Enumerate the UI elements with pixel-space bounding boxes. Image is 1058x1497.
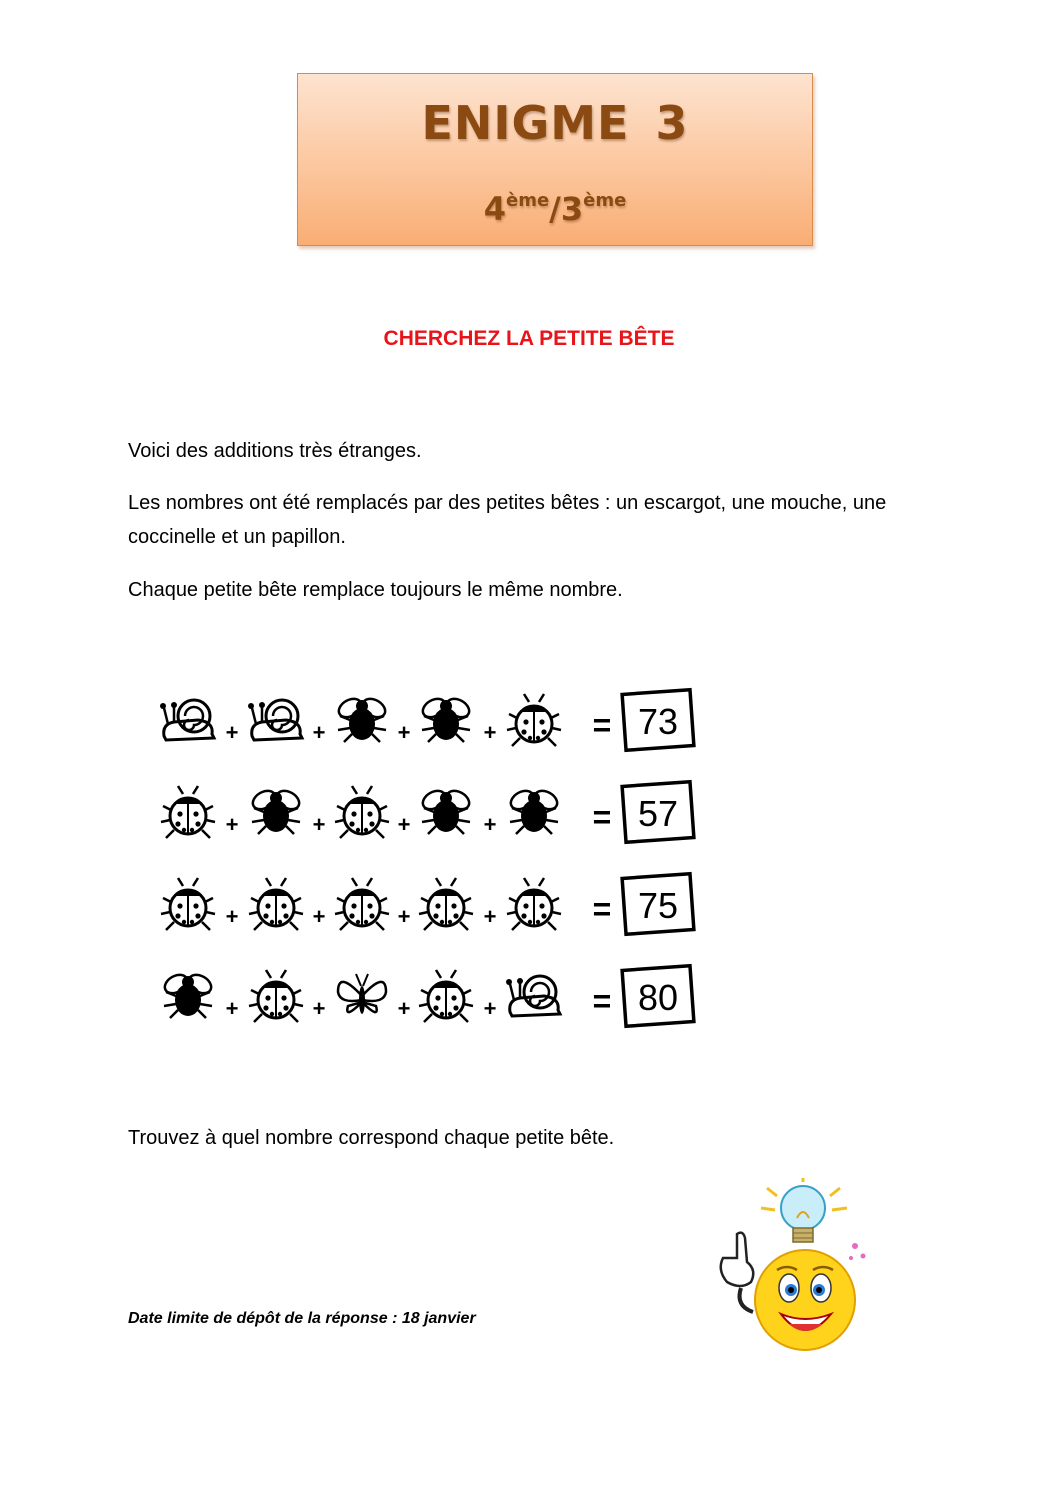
rule-paragraph: Chaque petite bête remplace toujours le même nombre. xyxy=(128,579,623,601)
plus-sign: + xyxy=(397,996,411,1021)
ladybug-icon xyxy=(335,878,389,930)
result-value: 57 xyxy=(637,793,679,834)
ladybug-icon xyxy=(249,970,303,1022)
plus-sign: + xyxy=(312,996,326,1021)
plus-sign: + xyxy=(225,720,239,745)
ladybug-icon xyxy=(335,786,389,838)
level-separator: / xyxy=(549,190,561,228)
level-b: 3 xyxy=(560,190,584,228)
result-value: 73 xyxy=(637,701,679,742)
ladybug-icon xyxy=(507,878,561,930)
fly-icon xyxy=(420,695,473,742)
plus-sign: + xyxy=(397,904,411,929)
equals-sign: = xyxy=(592,891,612,927)
class-level xyxy=(298,190,812,228)
equation-row xyxy=(161,782,694,843)
plus-sign: + xyxy=(312,720,326,745)
ladybug-icon xyxy=(161,786,215,838)
equals-sign: = xyxy=(592,983,612,1019)
level-b-sup: ème xyxy=(583,190,627,211)
level-a-sup: ème xyxy=(505,190,550,211)
puzzle-equations xyxy=(150,678,710,1048)
ladybug-icon xyxy=(507,694,561,746)
result-value: 75 xyxy=(637,885,679,926)
fly-icon xyxy=(420,787,473,834)
fly-icon xyxy=(336,695,389,742)
plus-sign: + xyxy=(312,812,326,837)
title-word: ENIGME xyxy=(421,96,630,150)
plus-sign: + xyxy=(397,812,411,837)
plus-sign: + xyxy=(225,812,239,837)
section-subtitle: CHERCHEZ LA PETITE BÊTE xyxy=(383,327,675,350)
plus-sign: + xyxy=(483,812,497,837)
ladybug-icon xyxy=(419,970,473,1022)
plus-sign: + xyxy=(483,996,497,1021)
snail-icon xyxy=(506,976,560,1016)
title-box xyxy=(297,73,813,246)
fly-icon xyxy=(508,787,561,834)
title-number: 3 xyxy=(655,96,689,150)
equation-row xyxy=(161,874,694,935)
plus-sign: + xyxy=(312,904,326,929)
question-paragraph: Trouvez à quel nombre correspond chaque petite bête. xyxy=(128,1127,615,1149)
intro-paragraph: Voici des additions très étranges. xyxy=(128,440,422,462)
lightbulb-smiley-icon xyxy=(705,1178,875,1363)
plus-sign: + xyxy=(483,904,497,929)
plus-sign: + xyxy=(483,720,497,745)
plus-sign: + xyxy=(397,720,411,745)
equation-row xyxy=(162,966,694,1027)
ladybug-icon xyxy=(249,878,303,930)
ladybug-icon xyxy=(161,878,215,930)
fly-icon xyxy=(250,787,303,834)
butterfly-icon xyxy=(338,974,386,1014)
plus-sign: + xyxy=(225,996,239,1021)
result-value: 80 xyxy=(637,977,679,1018)
equals-sign: = xyxy=(592,707,612,743)
ladybug-icon xyxy=(419,878,473,930)
puzzle-svg xyxy=(150,678,710,1048)
equation-row xyxy=(160,690,694,751)
fly-icon xyxy=(162,971,215,1018)
explanation-paragraph: Les nombres ont été remplacés par des petites bêtes : un escargot, une mouche, une coccinelle et un papillon. xyxy=(128,492,887,548)
deadline-note: Date limite de dépôt de la réponse : 18 janvier xyxy=(128,1310,476,1327)
snail-icon xyxy=(160,700,214,740)
plus-sign: + xyxy=(225,904,239,929)
equals-sign: = xyxy=(592,799,612,835)
page-title xyxy=(298,96,812,150)
level-a: 4 xyxy=(483,190,506,228)
snail-icon xyxy=(248,700,302,740)
